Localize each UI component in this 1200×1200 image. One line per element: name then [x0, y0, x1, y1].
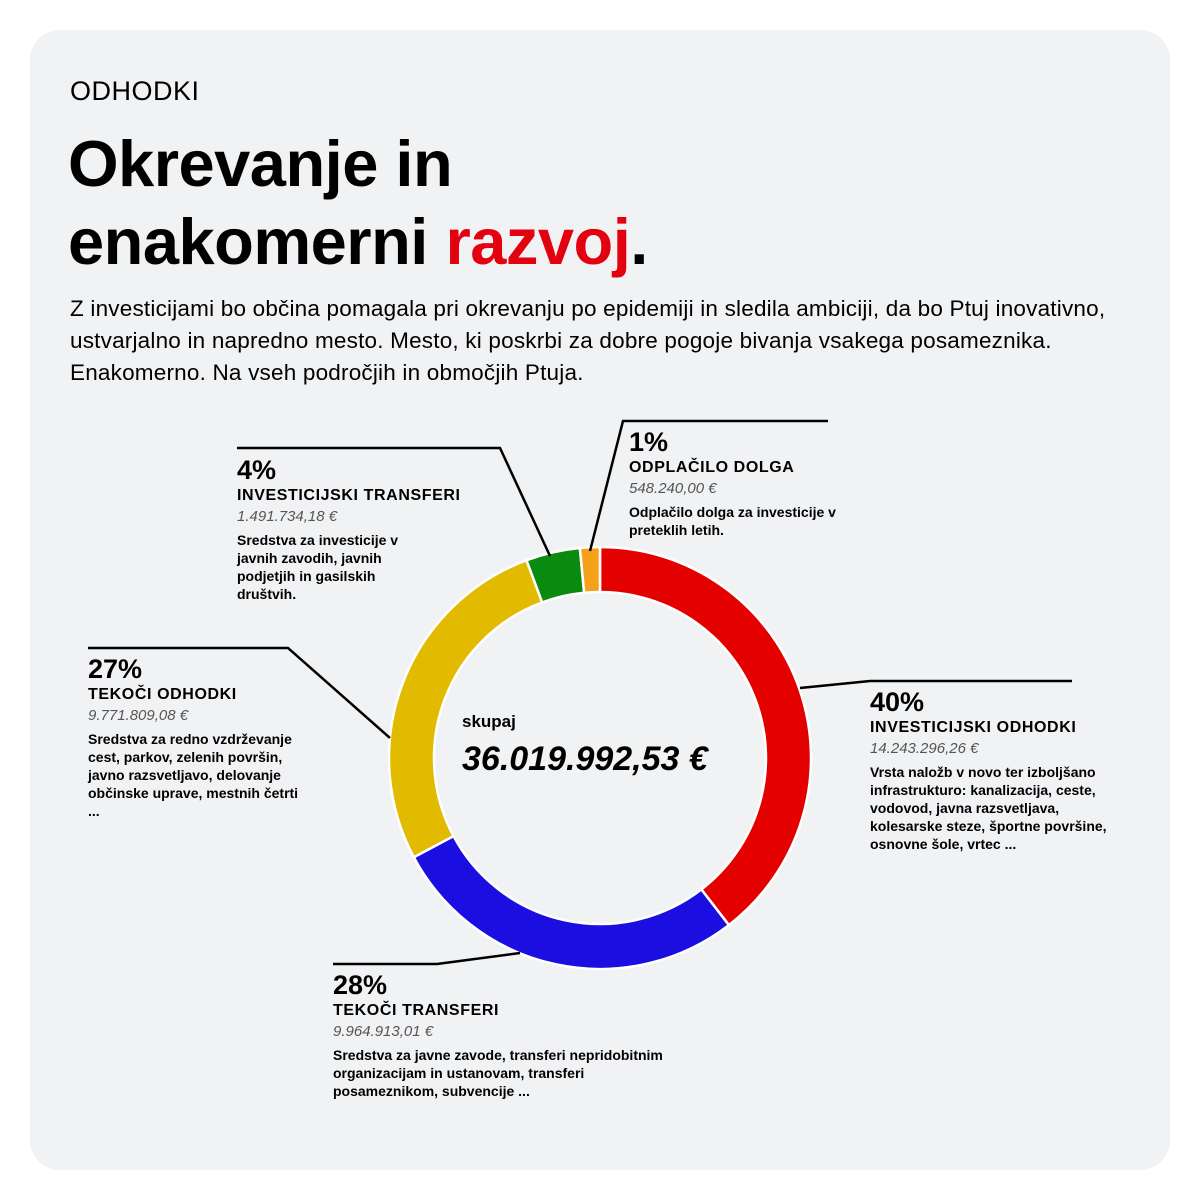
category-description: Vrsta naložb v novo ter izboljšano infrastrukturo: kanalizacija, ceste, vodovod, javna razsvetljava, kolesarske steze, športne površine, osnovne šole, vrtec ... — [870, 764, 1107, 852]
category-name: INVESTICIJSKI ODHODKI — [870, 719, 1077, 736]
label-tekoci-odhodki — [88, 654, 328, 820]
title-period: . — [630, 205, 648, 278]
category-description: Sredstva za investicije v javnih zavodih, javnih podjetjih in gasilskih društvih. — [237, 532, 399, 602]
amount-label: 548.240,00 € — [629, 480, 717, 497]
amount-label: 1.491.734,18 € — [237, 508, 338, 525]
category-name: TEKOČI TRANSFERI — [333, 1002, 500, 1019]
amount-label: 14.243.296,26 € — [870, 740, 979, 757]
title-line-2: enakomerni — [68, 205, 446, 278]
percent-label: 40% — [870, 687, 925, 717]
label-tekoci-transferi — [333, 970, 703, 1100]
percent-label: 1% — [629, 427, 669, 457]
category-description: Odplačilo dolga za investicije v preteklih letih. — [629, 504, 836, 538]
title-accent-word: razvoj — [445, 205, 631, 278]
category-description: Sredstva za redno vzdrževanje cest, parkov, zelenih površin, javno razsvetljavo, delovanje občinske uprave, mestnih četrti ... — [88, 731, 299, 819]
total-value: 36.019.992,53 € — [462, 740, 708, 778]
intro-paragraph: Z investicijami bo občina pomagala pri okrevanju po epidemiji in sledila ambiciji, da bo Ptuj inovativno, ustvarjalno in napredno mesto. Mesto, ki poskrbi za dobre pogoje bivanja vsakega posameznika. Enakomerno. Na vseh področjih in območjih Ptuja. — [70, 296, 1106, 385]
amount-label: 9.964.913,01 € — [333, 1023, 434, 1040]
category-description: Sredstva za javne zavode, transferi nepridobitnim organizacijam in ustanovam, transferi posameznikom, subvencije ... — [333, 1047, 663, 1099]
category-name: TEKOČI ODHODKI — [88, 686, 237, 703]
amount-label: 9.771.809,08 € — [88, 707, 189, 724]
label-odplacilo-dolga — [629, 427, 899, 539]
donut-segment-investicijski-odhodki — [600, 547, 811, 925]
percent-label: 4% — [237, 455, 277, 485]
total-caption: skupaj — [462, 712, 516, 731]
donut-segment-tekoci-odhodki — [389, 560, 542, 857]
leader-line-tekoci-transferi — [333, 953, 520, 964]
percent-label: 27% — [88, 654, 143, 684]
title-line-1: Okrevanje in — [68, 127, 453, 200]
category-name: INVESTICIJSKI TRANSFERI — [237, 487, 461, 504]
category-name: ODPLAČILO DOLGA — [629, 459, 795, 476]
label-investicijski-odhodki — [870, 687, 1130, 853]
label-investicijski-transferi — [237, 455, 497, 603]
donut-segment-tekoci-transferi — [414, 836, 729, 969]
donut-segment-odplacilo-dolga — [580, 547, 600, 593]
section-kicker: ODHODKI — [70, 76, 200, 106]
percent-label: 28% — [333, 970, 388, 1000]
